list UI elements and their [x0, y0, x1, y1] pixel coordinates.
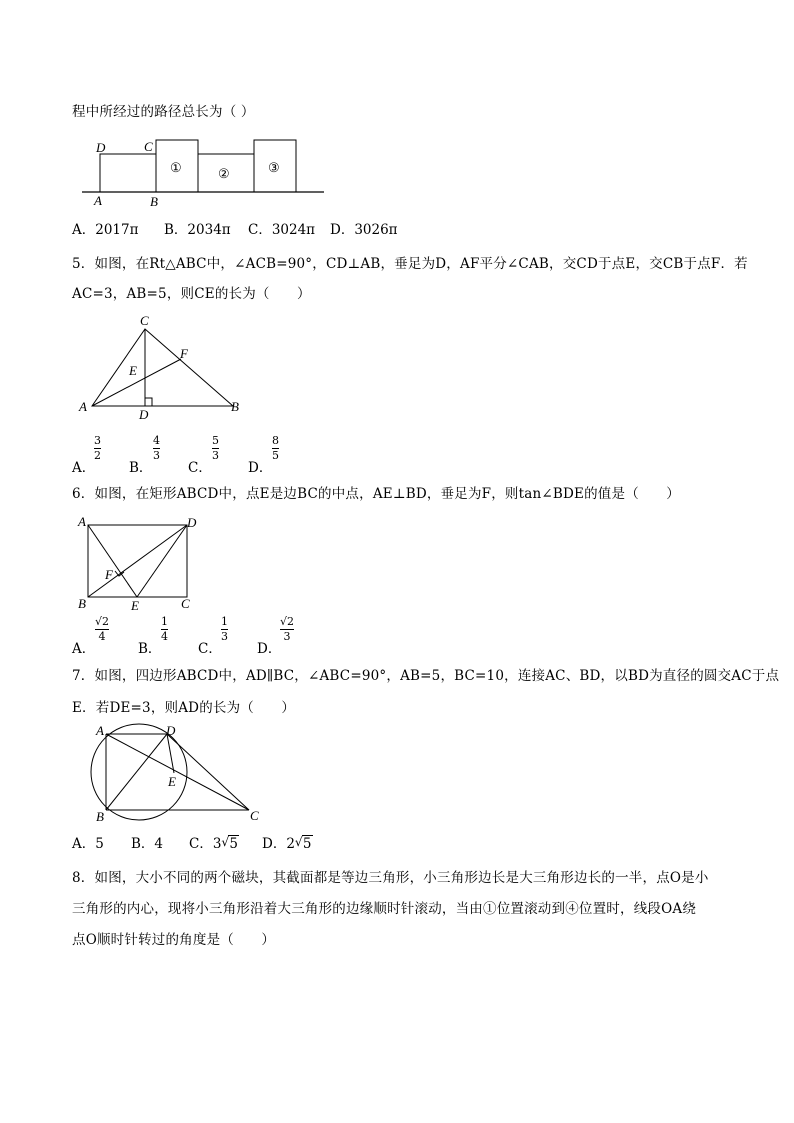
q7-option-d-radical: √ 5 [294, 835, 312, 852]
q6-option-a-num: √2 [95, 615, 110, 628]
q5-option-d-letter: D． [248, 460, 273, 476]
q4-label-a: A [94, 193, 102, 208]
q4-option-a: A．2017π [72, 222, 139, 238]
q5-option-a-num: 3 [94, 434, 101, 447]
q5-label-a: A [79, 399, 87, 414]
q7-option-d-prefix: D．2 [262, 836, 295, 852]
q5-option-c-letter: C． [188, 460, 212, 476]
q5-option-c-den: 3 [212, 449, 219, 462]
q6-option-a-letter: A． [72, 641, 96, 657]
q6-stem-line1: 6．如图，在矩形ABCD中，点E是边BC的中点，AE⊥BD，垂足为F，则tan∠BDE的值是（ ） [72, 486, 681, 502]
q6-option-d-num: √2 [280, 615, 295, 628]
q6-option-d-frac [280, 616, 294, 643]
q7-options [72, 832, 352, 854]
q4-option-d: D．3026π [330, 222, 398, 238]
q6-options [72, 615, 332, 657]
q7-option-d [262, 832, 313, 852]
q4-option-b: B．2034π [164, 222, 231, 238]
q7-option-a: A．5 [72, 836, 104, 852]
q5-options [72, 434, 332, 476]
q4-label-3: ③ [268, 160, 280, 175]
q5-option-c-frac [212, 435, 219, 462]
q5-option-b-den: 3 [153, 449, 160, 462]
q5-stem-line1: 5．如图，在Rt△ABC中，∠ACB=90°，CD⊥AB，垂足为D，AF平分∠CAB，交CD于点E，交CB于点F．若 [72, 256, 748, 272]
q6-option-c-frac [221, 616, 228, 643]
q7-option-c-radical: √ 5 [221, 835, 239, 852]
q6-label-f: F [105, 567, 113, 582]
q6-option-b-den: 4 [161, 630, 168, 643]
q5-option-a-frac [94, 435, 101, 462]
q5-option-b-letter: B． [129, 460, 153, 476]
q5-label-c: C [140, 313, 149, 328]
q5-option-b-num: 4 [153, 434, 160, 447]
q6-option-c-letter: C． [198, 641, 222, 657]
q5-option-d-den: 5 [272, 449, 279, 462]
q6-option-c-den: 3 [221, 630, 228, 643]
q4-label-d: D [96, 140, 106, 155]
q7-label-c: C [250, 808, 259, 823]
q6-option-b-frac [161, 616, 168, 643]
q5-option-d-frac [272, 435, 279, 462]
q6-option-d-letter: D． [257, 641, 282, 657]
q4-rect-abcd [100, 154, 156, 192]
q6-option-a-den: 4 [98, 630, 106, 643]
q7-option-c [189, 832, 239, 852]
q7-label-d: D [166, 723, 176, 738]
q4-label-b: B [150, 194, 158, 209]
q6-option-b-letter: B． [138, 641, 162, 657]
q6-option-c-num: 1 [221, 615, 228, 628]
q6-label-e: E [131, 598, 139, 613]
q4-label-c: C [144, 139, 153, 154]
q6-option-a-frac [95, 616, 109, 643]
q7-label-a: A [96, 723, 104, 738]
q5-label-b: B [231, 399, 239, 414]
q4-label-2: ② [218, 166, 230, 181]
q8-stem-line2: 三角形的内心，现将小三角形沿着大三角形的边缘顺时针滚动，当由①位置滚动到④位置时，线段OA绕 [72, 901, 697, 917]
q6-figure [74, 514, 204, 614]
q6-label-c: C [181, 596, 190, 611]
q6-label-d: D [187, 515, 197, 530]
q8-stem-line1: 8．如图，大小不同的两个磁块，其截面都是等边三角形，小三角形边长是大三角形边长的一半，点O是小 [72, 870, 709, 886]
q7-option-b: B．4 [131, 836, 164, 852]
q5-stem-line2: AC=3，AB=5，则CE的长为（ ） [72, 286, 311, 302]
q7-option-c-prefix: C．3 [189, 836, 222, 852]
q4-option-c: C．3024π [248, 222, 316, 238]
q5-label-e: E [129, 363, 137, 378]
q6-option-d-den: 3 [283, 630, 291, 643]
q6-label-b: B [78, 596, 86, 611]
q6-label-a: A [78, 514, 86, 529]
q7-figure [82, 722, 272, 826]
q5-label-d: D [139, 407, 149, 422]
q5-option-b-frac [153, 435, 160, 462]
q8-stem-line3: 点O顺时针转过的角度是（ ） [72, 932, 276, 948]
q6-option-b-num: 1 [161, 615, 168, 628]
q5-option-a-den: 2 [94, 449, 101, 462]
q4-figure [78, 132, 328, 212]
q4-stem-tail: 程中所经过的路径总长为（ ） [72, 104, 255, 120]
q7-label-b: B [96, 809, 104, 824]
q7-label-e: E [168, 774, 176, 789]
q5-option-d-num: 8 [272, 434, 279, 447]
q7-stem-line2: E．若DE=3，则AD的长为（ ） [72, 700, 296, 716]
q5-label-f: F [180, 346, 188, 361]
q5-figure [74, 312, 254, 424]
q7-stem-line1: 7．如图，四边形ABCD中，AD∥BC，∠ABC=90°，AB=5，BC=10，连接AC、BD，以BD为直径的圆交AC于点 [72, 668, 780, 684]
q4-label-1: ① [170, 160, 182, 175]
q5-option-a-letter: A． [72, 460, 96, 476]
q5-option-c-num: 5 [212, 434, 219, 447]
